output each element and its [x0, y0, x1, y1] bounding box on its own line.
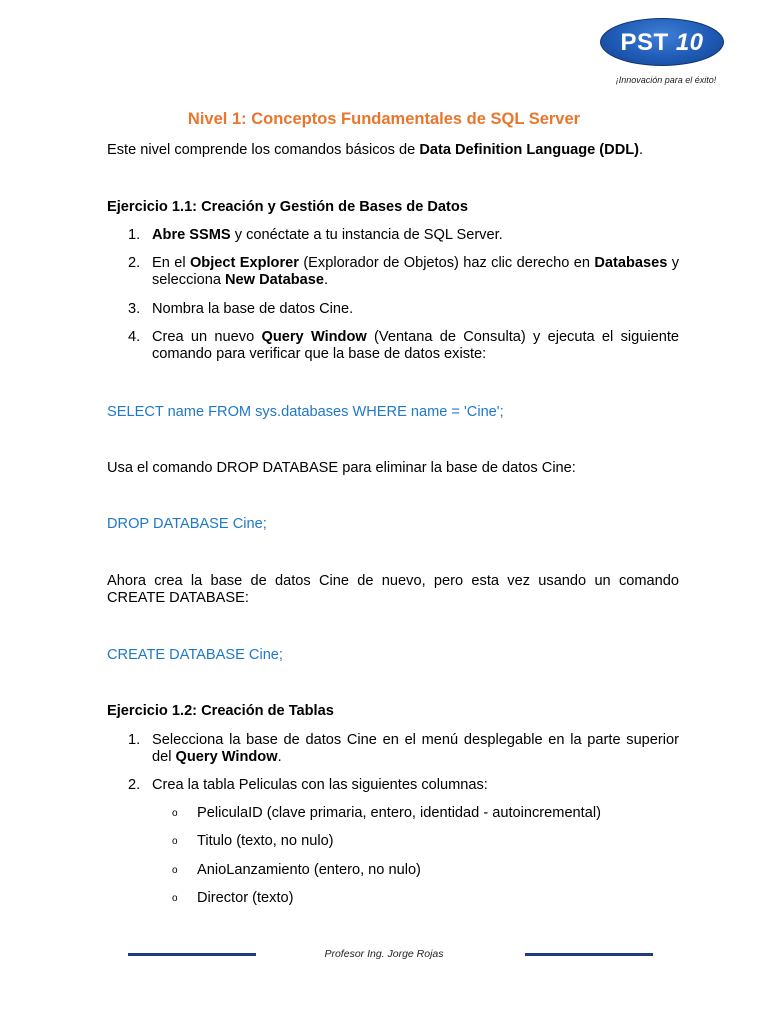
- text: Crea un nuevo: [152, 329, 262, 345]
- text: .: [323, 272, 329, 288]
- sub-list-text: Titulo (texto, no nulo): [197, 833, 334, 849]
- list-item: [128, 777, 679, 794]
- list-item: [128, 732, 679, 766]
- hollow-bullet-icon: o: [172, 808, 178, 819]
- hollow-bullet-icon: o: [172, 865, 178, 876]
- text: .: [277, 749, 282, 765]
- list-number: 2.: [128, 777, 141, 793]
- exercise-1-2-heading: Ejercicio 1.2: Creación de Tablas: [107, 703, 334, 719]
- logo-number: 10: [675, 28, 704, 56]
- bold-text: Abre SSMS: [152, 227, 231, 243]
- logo-badge: [600, 18, 724, 66]
- drop-paragraph: Usa el comando DROP DATABASE para eliminar la base de datos Cine:: [107, 460, 576, 476]
- text: En el: [152, 255, 190, 271]
- footer-author: Profesor Ing. Jorge Rojas: [324, 948, 444, 960]
- list-item: [128, 227, 679, 244]
- bold-text: New Database: [225, 272, 324, 288]
- list-item: [128, 329, 679, 363]
- bold-text: Query Window: [261, 329, 367, 345]
- exercise-1-1-heading: Ejercicio 1.1: Creación y Gestión de Bases de Datos: [107, 199, 468, 215]
- sub-list-item: [172, 862, 679, 879]
- text: y selecciona: [152, 255, 679, 288]
- list-number: 1.: [128, 227, 141, 243]
- intro-bold: Data Definition Language (DDL): [419, 142, 640, 158]
- intro-end: .: [639, 142, 644, 158]
- sub-list-text: PeliculaID (clave primaria, entero, identidad - autoincremental): [197, 805, 601, 821]
- intro-text: Este nivel comprende los comandos básicos de: [107, 142, 420, 158]
- text: Selecciona la base de datos Cine en el menú desplegable en la parte superior del: [152, 732, 679, 765]
- create-paragraph: Ahora crea la base de datos Cine de nuevo, pero esta vez usando un comando CREATE DATABASE:: [107, 573, 679, 606]
- list-item-text: [152, 255, 679, 289]
- code-drop: DROP DATABASE Cine;: [107, 516, 267, 532]
- text: (Explorador de Objetos) haz clic derecho en: [298, 255, 595, 271]
- list-item-text: [152, 329, 679, 363]
- sub-list-item: [172, 890, 679, 907]
- logo-main: PST: [620, 28, 669, 56]
- list-item: [128, 301, 679, 318]
- bold-text: Query Window: [175, 749, 278, 765]
- bold-text: Object Explorer: [189, 255, 299, 271]
- intro-paragraph: [107, 142, 679, 159]
- list-item-text: [152, 732, 679, 766]
- hollow-bullet-icon: o: [172, 893, 178, 904]
- list-item: [128, 255, 679, 289]
- list-number: 1.: [128, 732, 141, 748]
- logo-text: [620, 28, 704, 56]
- sub-list-text: AnioLanzamiento (entero, no nulo): [197, 862, 421, 878]
- list-item-text: Crea la tabla Peliculas con las siguientes columnas:: [152, 777, 488, 793]
- list-number: 3.: [128, 301, 141, 317]
- hollow-bullet-icon: o: [172, 836, 178, 847]
- text: y conéctate a tu instancia de SQL Server.: [230, 227, 503, 243]
- footer-line-right: [525, 953, 653, 956]
- sub-list-item: [172, 833, 679, 850]
- logo-slogan: ¡Innovación para el éxito!: [615, 75, 717, 85]
- bold-text: Databases: [594, 255, 668, 271]
- code-select: SELECT name FROM sys.databases WHERE name = 'Cine';: [107, 404, 504, 420]
- sub-list-text: Director (texto): [197, 890, 294, 906]
- text: (Ventana de Consulta) y ejecuta el siguiente comando para verificar que la base de datos existe:: [152, 329, 679, 362]
- list-number: 4.: [128, 329, 141, 345]
- list-item-text: [152, 227, 679, 244]
- pst10-logo: [600, 18, 724, 86]
- sub-list-item: [172, 805, 679, 822]
- list-number: 2.: [128, 255, 141, 271]
- code-create: CREATE DATABASE Cine;: [107, 647, 283, 663]
- list-item-text: Nombra la base de datos Cine.: [152, 301, 354, 317]
- page-title: Nivel 1: Conceptos Fundamentales de SQL Server: [187, 110, 581, 128]
